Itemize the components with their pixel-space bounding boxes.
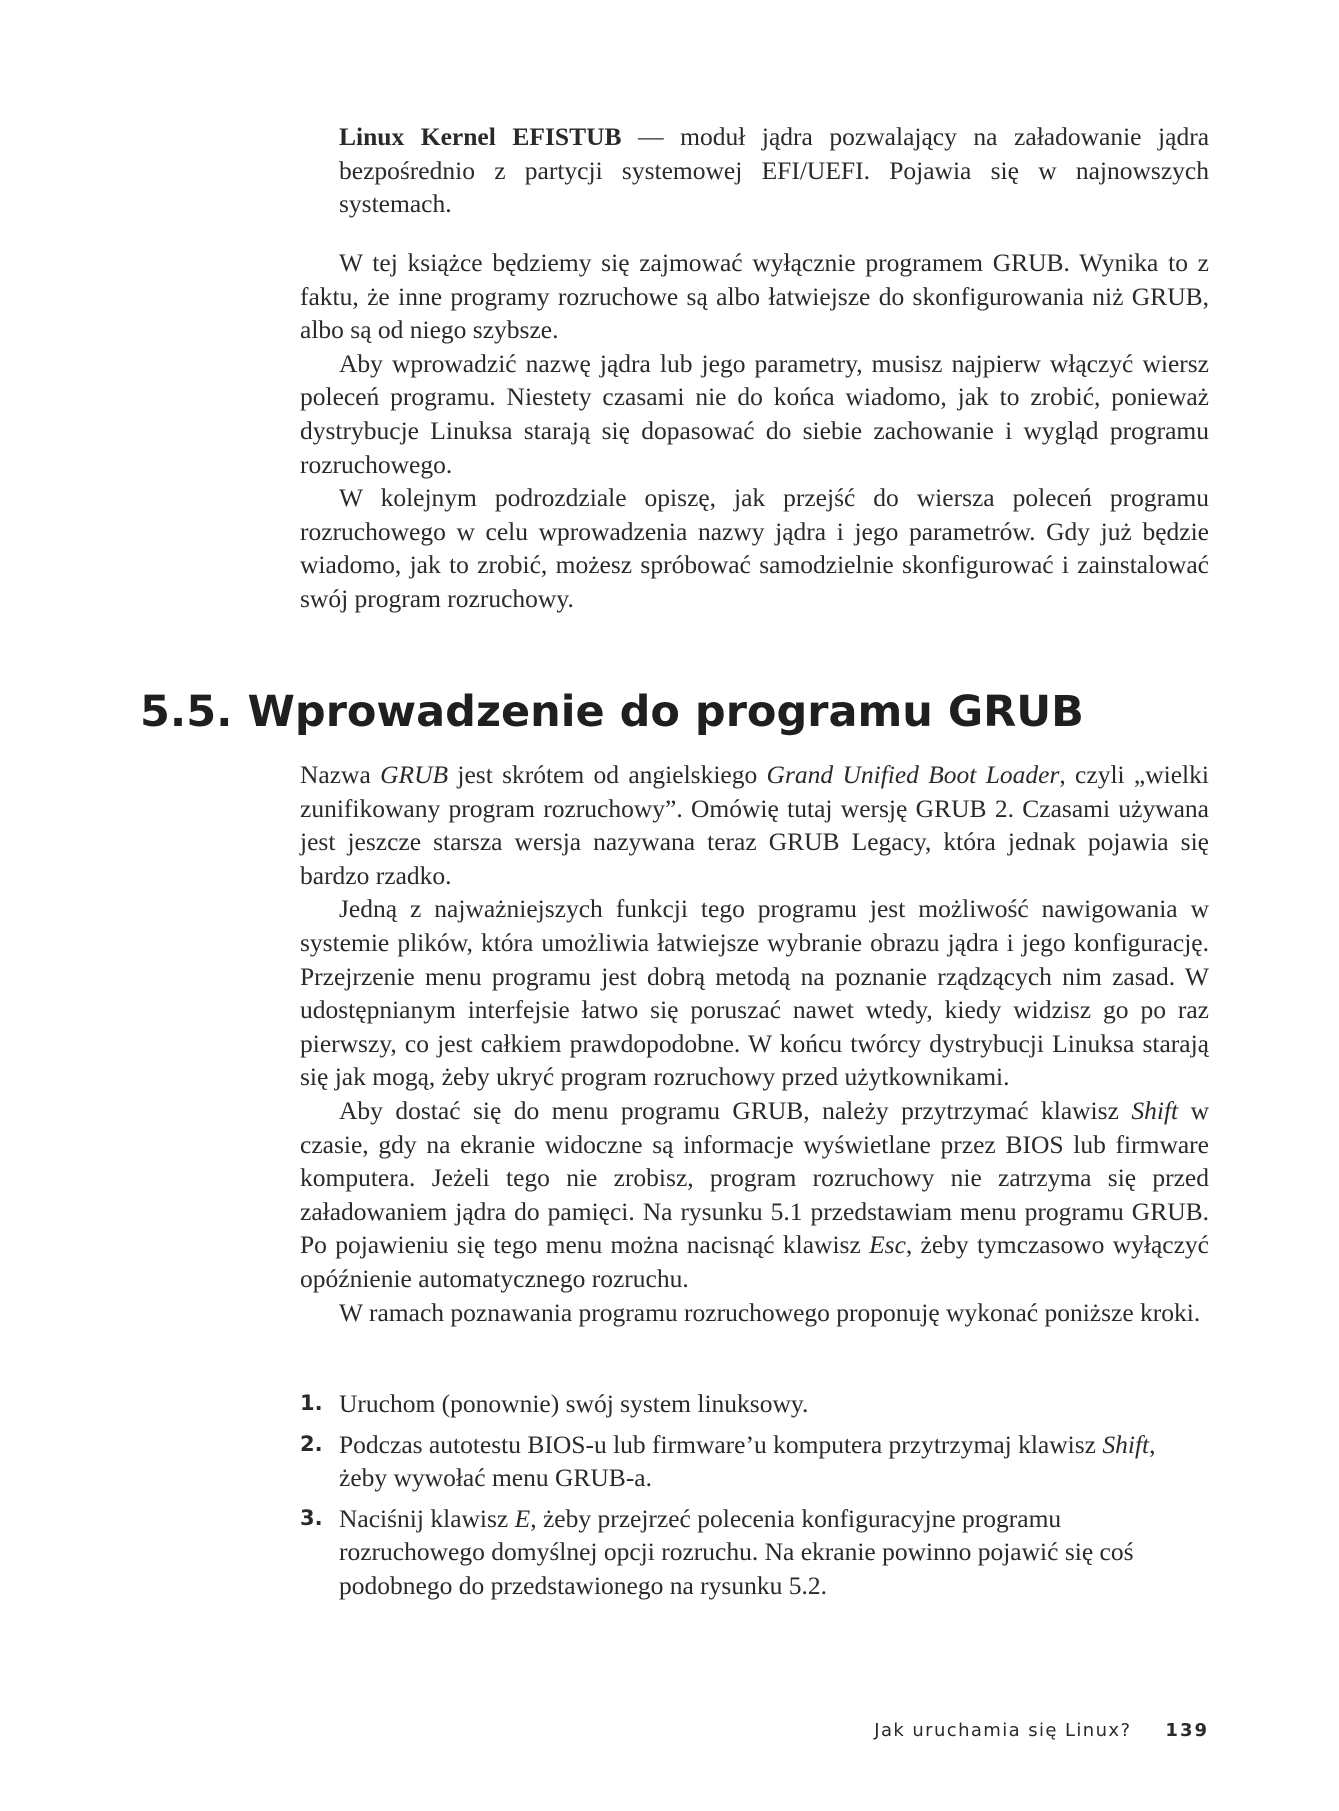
shift-key: Shift [1102,1429,1150,1459]
section-heading: 5.5. Wprowadzenie do programu GRUB [140,687,1084,737]
section-body [300,758,1209,1329]
definition-term: Linux Kernel EFISTUB [339,122,622,151]
page-footer [874,1717,1209,1745]
grub-term: GRUB [380,760,449,789]
definition-paragraph [339,120,1209,221]
page-number: 139 [1165,1720,1209,1741]
step-text: , żeby wywołać menu GRUB-a. [339,1429,1156,1493]
list-item [300,1428,1209,1495]
text-run: w czasie, gdy na ekranie widoczne są informacje wyświetlane przez BIOS lub firmware komputera. Jeżeli tego nie zrobisz, program rozruchowy nie zatrzyma się przed załadowaniem jądra do pamięci. Na rysunku 5.1 przedstawiam menu programu GRUB. Po pojawieniu się tego menu można nacisnąć klawisz [300,1095,1209,1260]
list-item [300,1387,1209,1421]
section-paragraph-4: W ramach poznawania programu rozruchowego proponuję wykonać poniższe kroki. [339,1297,1201,1327]
step-text: Uruchom (ponownie) swój system linuksowy. [339,1389,809,1418]
intro-block [300,246,1209,616]
step-number: 2. [300,1431,323,1456]
esc-key: Esc [869,1230,906,1260]
running-footer-title: Jak uruchamia się Linux? [874,1720,1132,1741]
section-paragraph-3 [300,1094,1209,1296]
step-text: Podczas autotestu BIOS-u lub firmware’u komputera przytrzymaj klawisz [339,1429,1103,1459]
list-item [300,1502,1209,1603]
text-run: jest skrótem od angielskiego [448,760,767,789]
grub-full-name: Grand Unified Boot Loader [766,760,1060,789]
text-run: , czyli „wielki zunifikowany program rozruchowy”. Omówię tutaj wersję GRUB 2. Czasami używana jest jeszcze starsza wersja nazywana teraz GRUB Legacy, która jednak pojawia się bardzo rzadko. [300,760,1209,890]
step-text: , żeby przejrzeć polecenia konfiguracyjne programu rozruchowego domyślnej opcji rozruchu. Na ekranie powinno pojawić się coś podobnego do przedstawionego na rysunku 5.2. [339,1503,1134,1600]
text-run: Aby dostać się do menu programu GRUB, należy przytrzymać klawisz [339,1095,1132,1125]
steps-list [300,1387,1209,1610]
definition-text: — moduł jądra pozwalający na załadowanie jądra bezpośrednio z partycji systemowej EFI/UEFI. Pojawia się w najnowszych systemach. [339,122,1210,219]
step-number: 3. [300,1505,323,1530]
text-run: Nazwa [300,760,381,789]
step-number: 1. [300,1391,323,1415]
text-run: , żeby tymczasowo wyłączyć opóźnienie automatycznego rozruchu. [300,1230,1209,1293]
intro-paragraph-2: Aby wprowadzić nazwę jądra lub jego parametry, musisz najpierw włączyć wiersz poleceń programu. Niestety czasami nie do końca wiadomo, jak to zrobić, ponieważ dystrybucje Linuksa starają się dopasować do siebie zachowanie i wygląd programu rozruchowego. [300,348,1209,479]
intro-paragraph-1: W tej książce będziemy się zajmować wyłącznie programem GRUB. Wynika to z faktu, że inne programy rozruchowe są albo łatwiejsze do skonfigurowania niż GRUB, albo są od niego szybsze. [300,248,1209,345]
shift-key: Shift [1131,1095,1179,1125]
e-key: E [514,1503,531,1533]
definition-block [339,120,1209,221]
intro-paragraph-3: W kolejnym podrozdziale opiszę, jak przejść do wiersza poleceń programu rozruchowego w celu wprowadzenia nazwy jądra i jego parametrów. Gdy już będzie wiadomo, jak to zrobić, możesz spróbować samodzielnie skonfigurować i zainstalować swój program rozruchowy. [300,483,1209,613]
section-paragraph-1 [300,758,1209,892]
section-paragraph-2: Jedną z najważniejszych funkcji tego programu jest możliwość nawigowania w systemie plików, która umożliwia łatwiejsze wybranie obrazu jądra i jego konfigurację. Przejrzenie menu programu jest dobrą metodą na poznanie rządzących nim zasad. W udostępnianym interfejsie łatwo się poruszać nawet wtedy, kiedy widzisz go po raz pierwszy, co jest całkiem prawdopodobne. W końcu twórcy dystrybucji Linuksa starają się jak mogą, żeby ukryć program rozruchowy przed użytkownikami. [300,894,1209,1092]
step-text: Naciśnij klawisz [339,1503,515,1533]
